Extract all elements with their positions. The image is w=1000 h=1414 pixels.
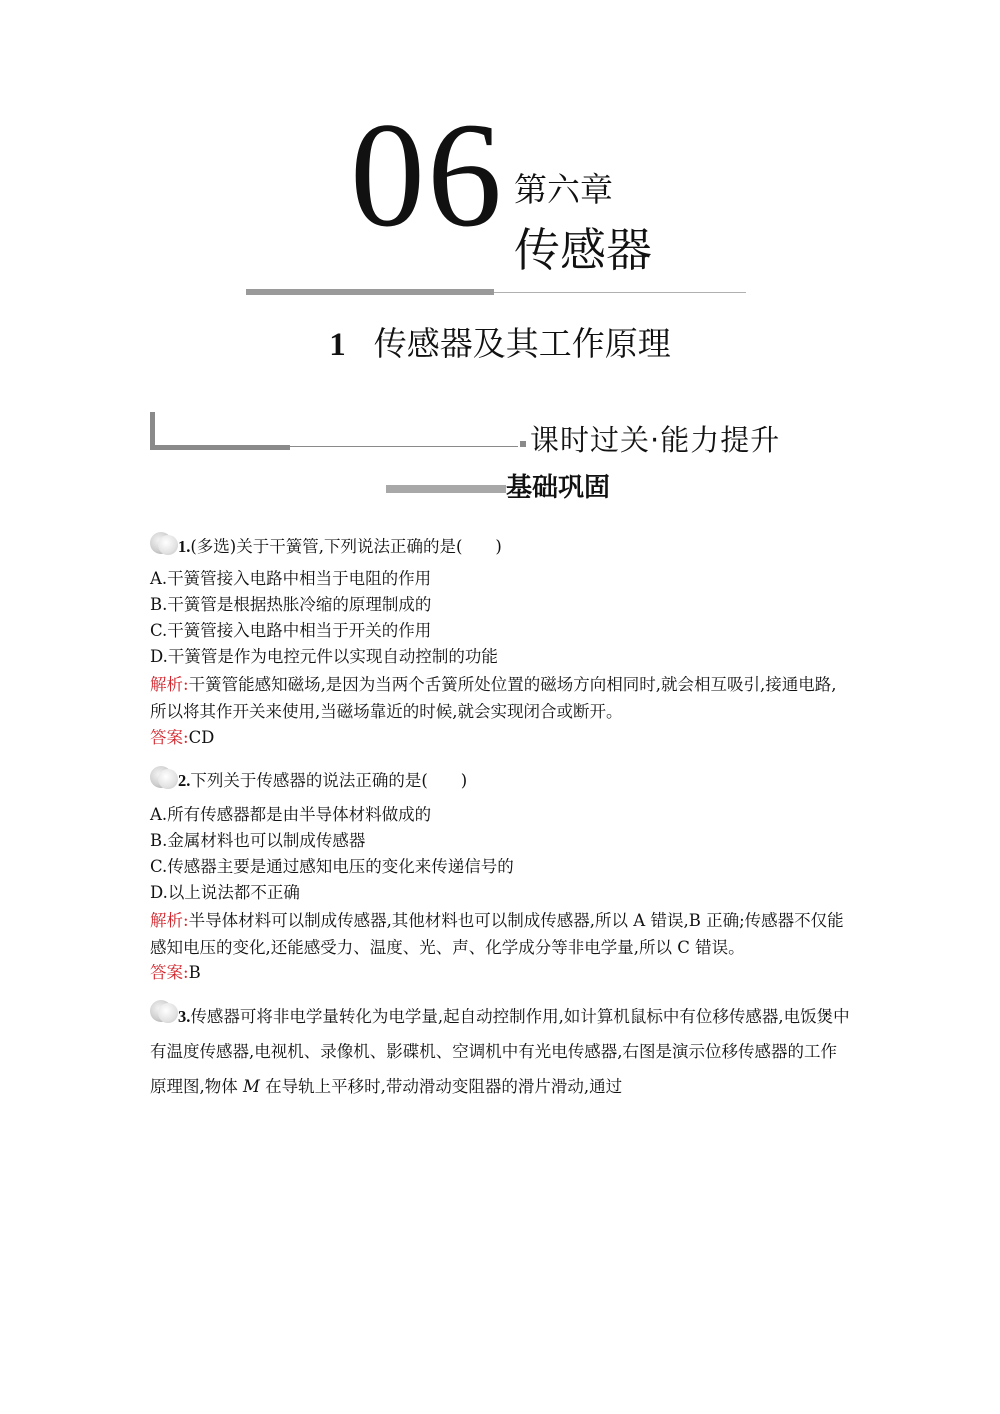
question-stem	[150, 999, 850, 1104]
section-number: 1	[329, 327, 346, 363]
analysis-text: 半导体材料可以制成传感器,其他材料也可以制成传感器,所以 A 错误,B 正确;传感器不仅能感知电压的变化,还能感受力、温度、光、声、化学成分等非电学量,所以 C 错误。	[150, 911, 844, 957]
question-bullet-icon	[150, 532, 172, 554]
answer	[150, 962, 201, 984]
banner-line	[290, 446, 518, 447]
analysis-text: 干簧管能感知磁场,是因为当两个舌簧所处位置的磁场方向相同时,就会相互吸引,接通电路,所以将其作开关来使用,当磁场靠近的时候,就会实现闭合或断开。	[150, 675, 837, 721]
option-a: A.干簧管接入电路中相当于电阻的作用	[150, 569, 432, 588]
banner-title: 课时过关·能力提升	[530, 423, 781, 457]
section-title	[0, 322, 1000, 367]
object-m-symbol: M	[243, 1077, 260, 1096]
question-number: 3.	[178, 1007, 191, 1026]
chapter-divider-thick	[246, 289, 494, 295]
question-number: 1.	[178, 537, 191, 556]
banner-bracket-horizontal	[150, 445, 290, 450]
option-a: A.所有传感器都是由半导体材料做成的	[150, 805, 432, 824]
answer-value: B	[188, 963, 201, 982]
chapter-title: 传感器	[514, 223, 652, 277]
answer-label: 答案:	[150, 728, 189, 747]
answer	[150, 727, 214, 749]
question-bullet-icon	[150, 766, 172, 788]
question-stem-text: (多选)关于干簧管,下列说法正确的是( )	[190, 537, 502, 556]
chapter-label: 第六章	[514, 170, 613, 209]
question-stem	[178, 770, 467, 792]
question-stem-text: 传感器可将非电学量转化为电学量,起自动控制作用,如计算机鼠标中有位移传感器,电饭煲中有温度传感器,电视机、录像机、影碟机、空调机中有光电传感器,右图是演示位移传感器的工作原理图,物体	[150, 1007, 850, 1096]
question-stem-text: 下列关于传感器的说法正确的是( )	[190, 771, 468, 790]
subtitle-bar	[386, 485, 506, 493]
section-title-text: 传感器及其工作原理	[373, 324, 671, 363]
option-b: B.金属材料也可以制成传感器	[150, 831, 366, 850]
option-d: D.干簧管是作为电控元件以实现自动控制的功能	[150, 647, 498, 666]
option-b: B.干簧管是根据热胀冷缩的原理制成的	[150, 595, 432, 614]
analysis	[150, 908, 850, 961]
option-d: D.以上说法都不正确	[150, 883, 300, 902]
analysis-label: 解析:	[150, 675, 189, 694]
analysis	[150, 672, 850, 725]
answer-value: CD	[188, 728, 215, 747]
analysis-label: 解析:	[150, 911, 189, 930]
banner-subtitle: 基础巩固	[506, 473, 611, 503]
option-c: C.传感器主要是通过感知电压的变化来传递信号的	[150, 857, 514, 876]
question-stem-text-cont: 在导轨上平移时,带动滑动变阻器的滑片滑动,通过	[259, 1077, 623, 1096]
answer-label: 答案:	[150, 963, 189, 982]
banner-dot	[520, 441, 526, 447]
question-stem	[178, 536, 502, 558]
question-number: 2.	[178, 771, 191, 790]
option-c: C.干簧管接入电路中相当于开关的作用	[150, 621, 432, 640]
chapter-number: 06	[350, 92, 504, 258]
